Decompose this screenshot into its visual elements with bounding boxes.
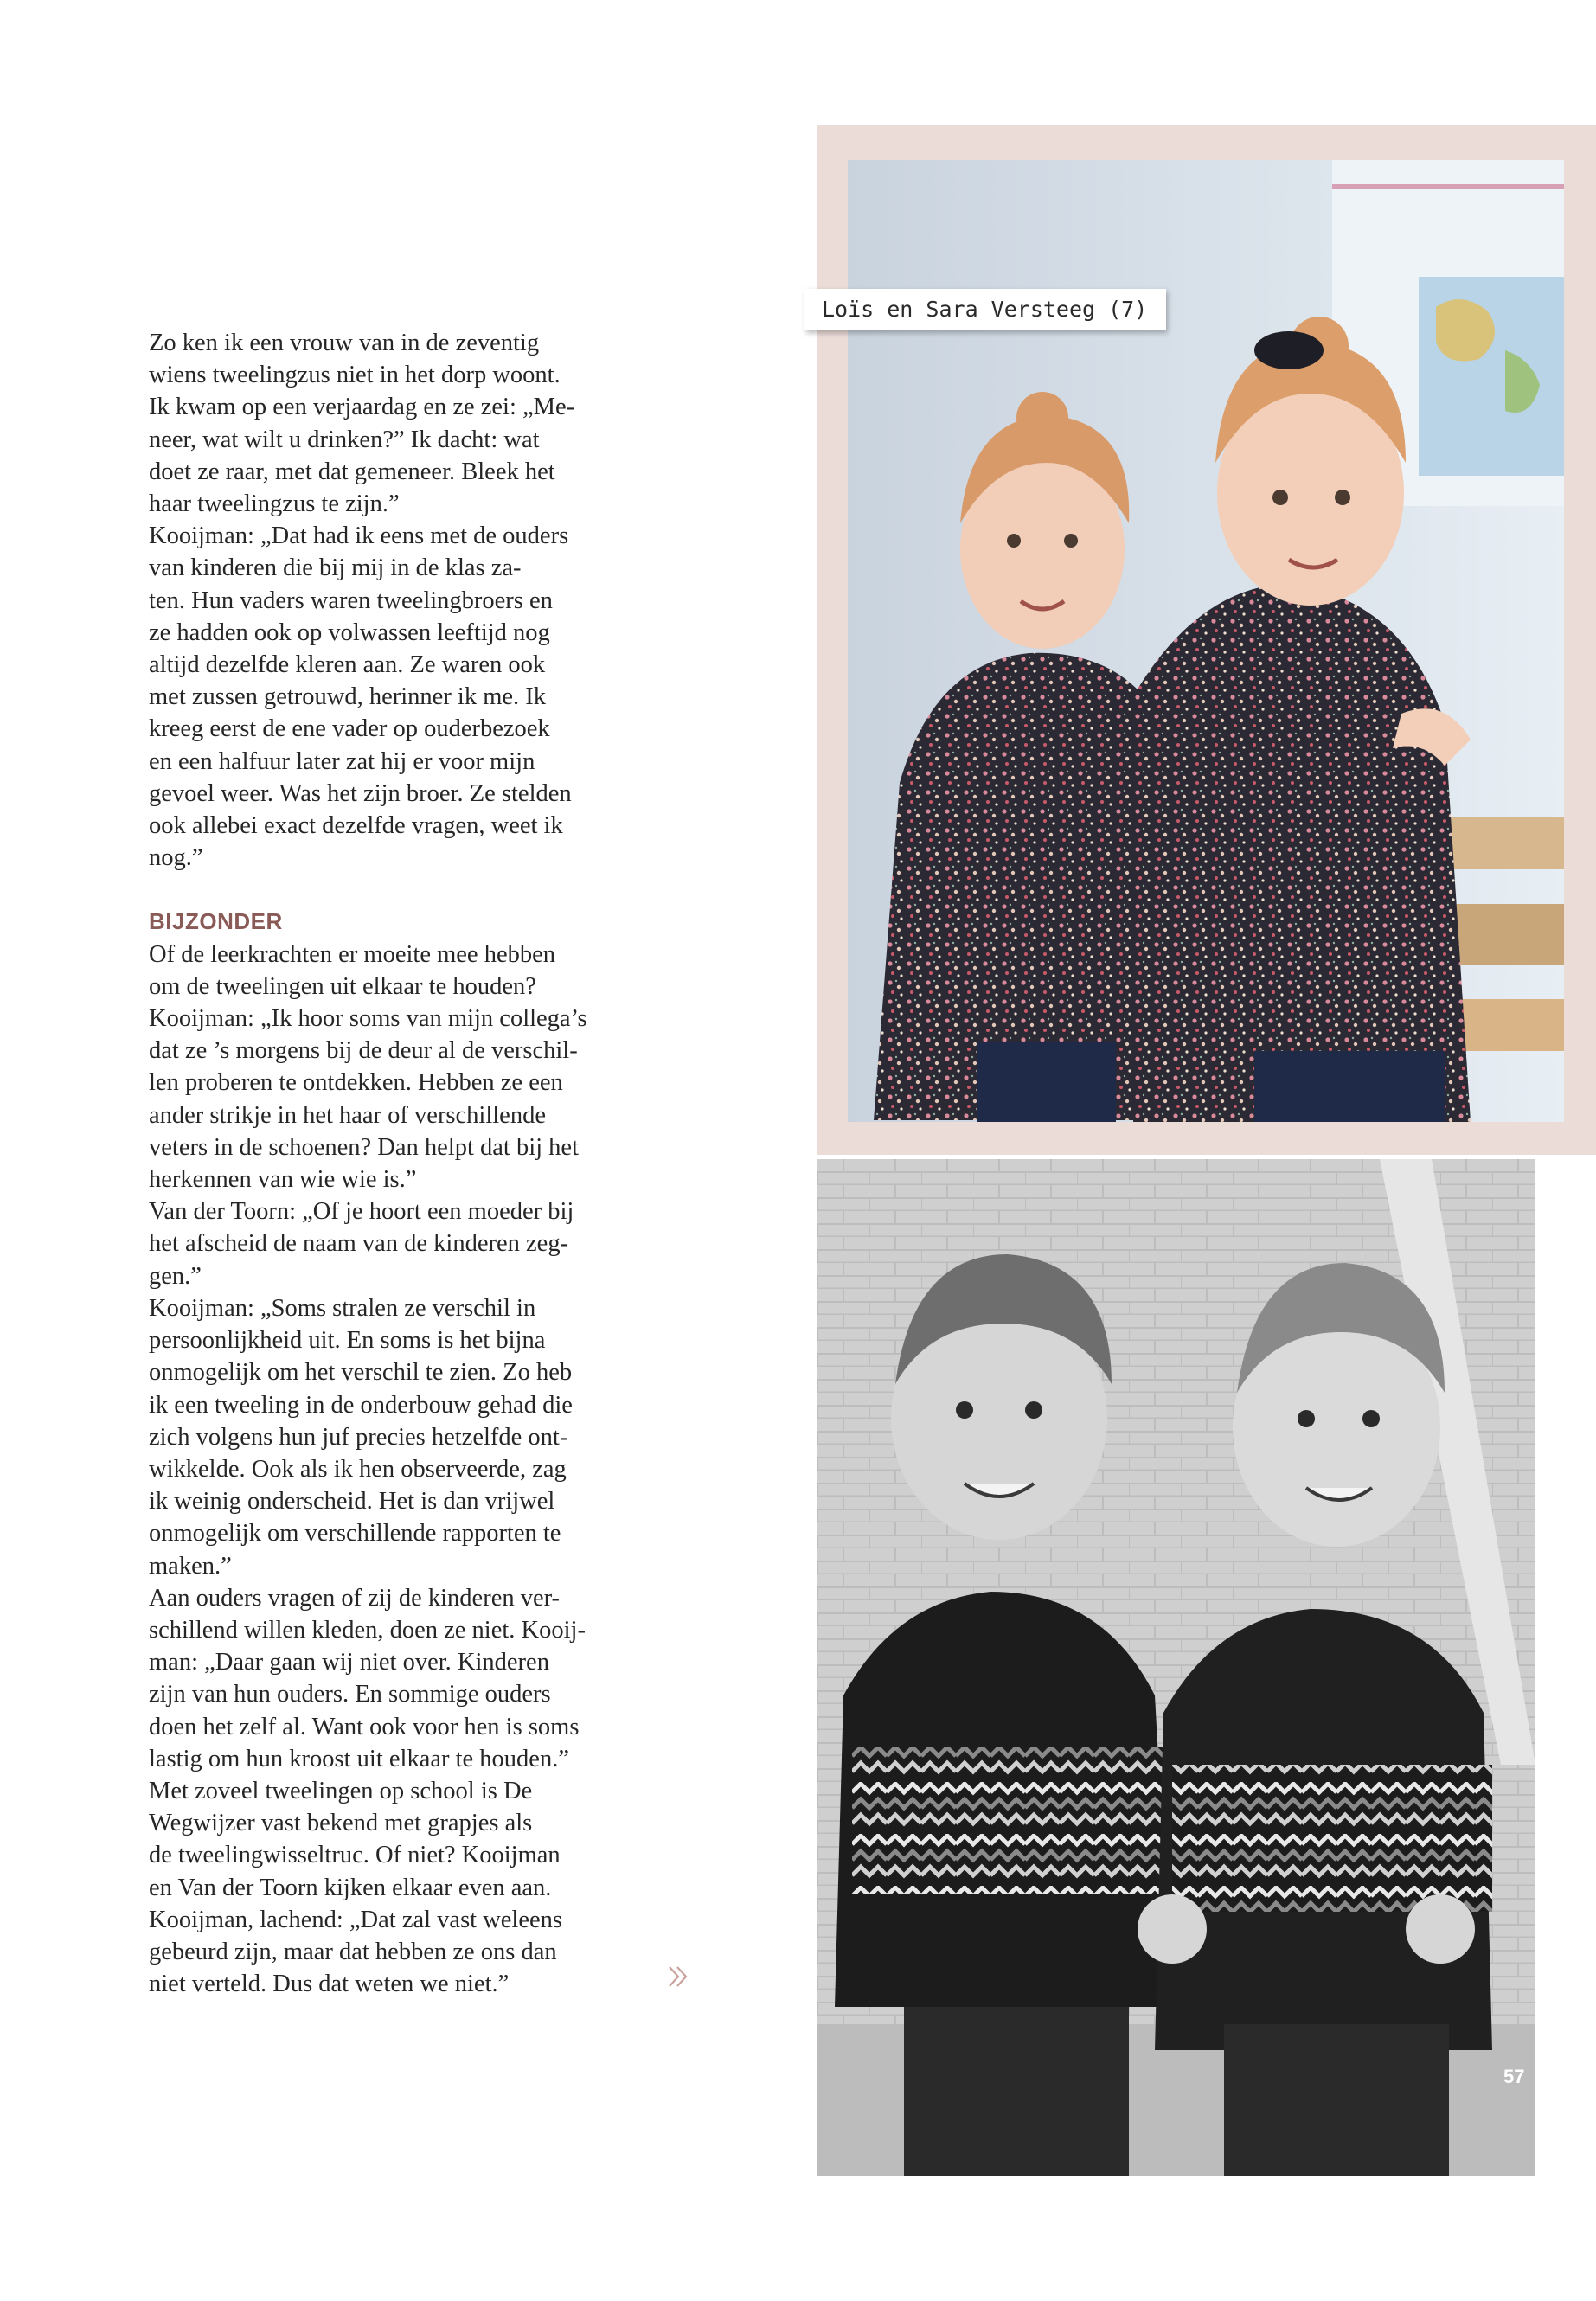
paragraph-gap — [149, 874, 668, 906]
article-paragraph: Kooijman: „Ik hoor soms van mijn collega’s dat ze ’s morgens bij de deur al de verschil- len proberen te ontdekken. Hebben ze een ander strikje in het haar of verschillende veters in de schoenen? Dan helpt dat bij het herkennen van wie wie is.” — [149, 1005, 587, 1194]
article-paragraph: Of de leerkrachten er moeite mee hebben om de tweelingen uit elkaar te houden? — [149, 940, 555, 1000]
article-paragraph: Kooijman: „Soms stralen ze verschil in persoonlijkheid uit. En soms is het bijna onmogelijk om het verschil te zien. Zo heb ik een tweeling in de onderbouw gehad die zich volgens hun juf precies hetzelfde ont- wikkelde. Ook als ik hen observeerde, zag ik weinig onderscheid. Het is dan vrijwel onmogelijk om verschillende rapporten te maken.” — [149, 1294, 573, 1580]
article-paragraph: Kooijman: „Dat had ik eens met de ouders van kinderen die bij mij in de klas za- ten. Hun vaders waren tweelingbroers en ze hadden ook op volwassen leeftijd nog altijd dezelfde kleren aan. Ze waren ook met zussen getrouwd, herinner ik me. Ik kreeg eerst de ene vader op ouderbezoek en een halfuur later zat hij er voor mijn gevoel weer. Was het zijn broer. Ze stelden ook allebei exact dezelfde vragen, weet ik nog.” — [149, 522, 572, 872]
article-paragraph: Aan ouders vragen of zij de kinderen ver- schillend willen kleden, doen ze niet. Kooij- man: „Daar gaan wij niet over. Kinderen zijn van hun ouders. En sommige ouders doen het zelf al. Want ook voor hen is soms lastig om hun kroost uit elkaar te houden.” — [149, 1584, 586, 1772]
article-paragraph: Met zoveel tweelingen op school is De Wegwijzer vast bekend met grapjes als de tweelingwisseltruc. Of niet? Kooijman en Van der Toorn kijken elkaar even aan. Kooijman, lachend: „Dat zal vast weleens gebeurd zijn, maar dat hebben ze ons dan niet verteld. Dus dat weten we niet.” — [149, 1777, 562, 1998]
twin-boys-photo — [817, 1159, 1535, 2176]
article-body — [149, 327, 668, 2000]
double-chevron-right-icon — [666, 1964, 692, 1990]
page-number: 57 — [1503, 2066, 1525, 2087]
article-paragraph: Zo ken ik een vrouw van in de zeventig wiens tweelingzus niet in het dorp woont. Ik kwam op een verjaardag en ze zei: „Me- neer, wat wilt u drinken?” Ik dacht: wat doet ze raar, met dat gemeneer. Bleek het haar tweelingzus te zijn.” — [149, 330, 575, 518]
photo-caption: Loïs en Sara Versteeg (7) — [804, 289, 1166, 330]
article-paragraph: Van der Toorn: „Of je hoort een moeder bij het afscheid de naam van de kinderen zeg- gen.” — [149, 1198, 574, 1290]
section-heading: BIJZONDER — [149, 908, 283, 935]
